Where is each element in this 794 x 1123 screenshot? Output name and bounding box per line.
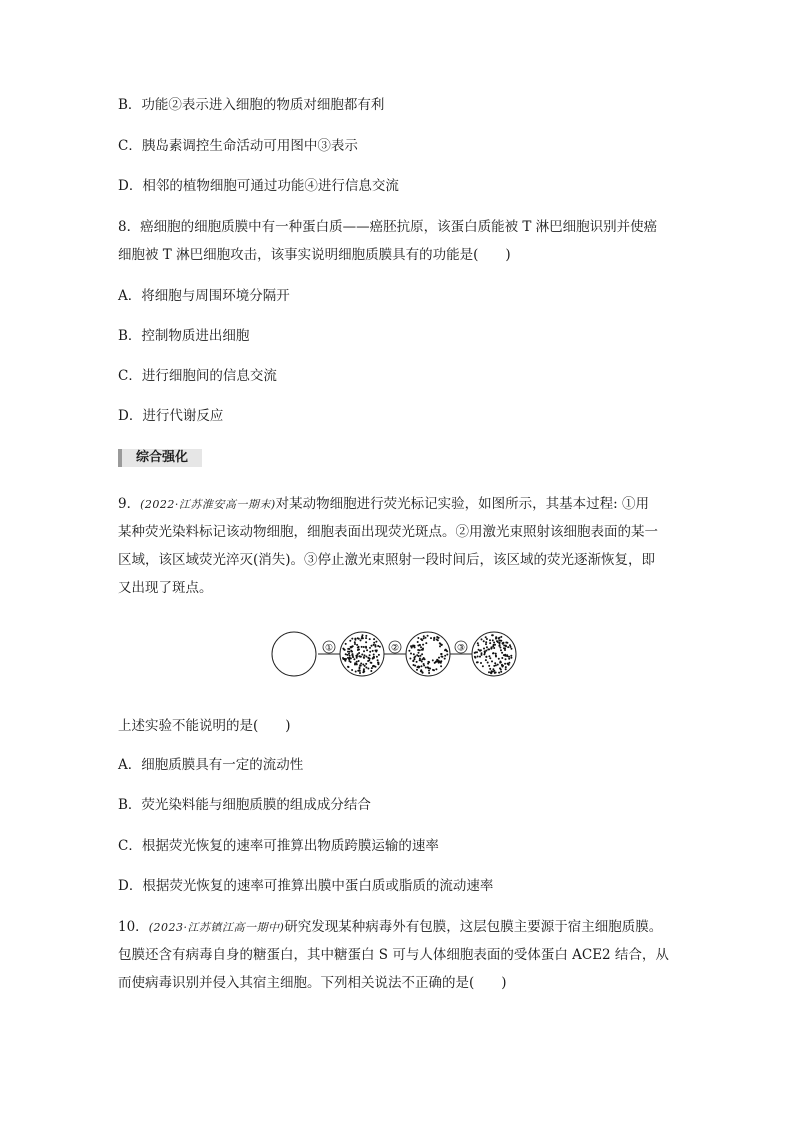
fluorescent-spot xyxy=(500,636,502,638)
fluorescent-spot xyxy=(476,661,478,663)
fluorescent-spot xyxy=(363,668,365,670)
fluorescent-spot xyxy=(494,672,496,674)
fluorescent-spot xyxy=(370,662,372,664)
fluorescent-spot xyxy=(441,644,443,646)
q9-stem-line-3: 区域，该区域荧光淬灭(消失)。③停止激光束照射一段时间后，该区域的荧光逐渐恢复，即 xyxy=(118,552,656,568)
fluorescent-spot xyxy=(435,661,437,663)
fluorescent-spot xyxy=(421,661,423,663)
fluorescent-spot xyxy=(492,639,494,641)
fluorescent-spot xyxy=(370,670,372,672)
fluorescent-spot xyxy=(505,645,507,647)
fluorescent-spot xyxy=(481,654,483,656)
q9-stem-line-1 xyxy=(118,495,649,514)
fluorescent-spot xyxy=(354,641,356,643)
q8-stem-line-1: 8．癌细胞的细胞质膜中有一种蛋白质——癌胚抗原，该蛋白质能被 T 淋巴细胞识别并使癌 xyxy=(118,219,658,235)
fluorescent-spot xyxy=(504,663,506,665)
fluorescent-spot xyxy=(433,639,435,641)
fluorescent-spot xyxy=(422,648,424,650)
fluorescent-spot xyxy=(479,650,481,652)
q10-stem-line-1 xyxy=(118,918,662,937)
fluorescent-spot xyxy=(369,651,371,653)
fluorescent-spot xyxy=(419,644,421,646)
fluorescent-spot xyxy=(373,656,375,658)
fluorescent-spot xyxy=(441,656,443,658)
fluorescent-spot xyxy=(364,654,366,656)
fluorescent-spot xyxy=(425,642,427,644)
fluorescent-spot xyxy=(417,637,419,639)
fluorescent-spot xyxy=(358,655,360,657)
fluorescent-spot xyxy=(372,665,374,667)
fluorescent-spot xyxy=(408,650,410,652)
q10-stem-line-1-text: 研究发现某种病毒外有包膜，这层包膜主要源于宿主细胞质膜。 xyxy=(284,919,663,935)
fluorescent-spot xyxy=(377,663,379,665)
fluorescent-spot xyxy=(433,669,435,671)
fluorescent-spot xyxy=(376,649,378,651)
fluorescent-spot xyxy=(355,671,357,673)
fluorescent-spot xyxy=(495,653,497,655)
fluorescent-spot xyxy=(358,646,360,648)
fluorescent-spot xyxy=(485,656,487,658)
fluorescent-spot xyxy=(493,647,495,649)
fluorescent-spot xyxy=(508,658,510,660)
fluorescent-spot xyxy=(444,658,446,660)
fluorescent-spot xyxy=(510,655,512,657)
fluorescent-spot xyxy=(491,660,493,662)
cell-unlabeled xyxy=(272,632,316,676)
q10-number: 10． xyxy=(118,919,149,935)
fluorescent-spot xyxy=(481,638,483,640)
fluorescent-spot xyxy=(477,644,479,646)
fluorescent-spot xyxy=(490,672,492,674)
fluorescent-spot xyxy=(498,672,500,674)
fluorescent-spot xyxy=(359,664,361,666)
fluorescent-spot xyxy=(483,648,485,650)
fluorescent-spot xyxy=(351,669,353,671)
fluorescent-spot xyxy=(427,661,429,663)
fluorescent-spot xyxy=(422,672,424,674)
fluorescent-spot xyxy=(377,645,379,647)
q8-stem-line-2: 细胞被 T 淋巴细胞攻击，该事实说明细胞质膜具有的功能是( ) xyxy=(118,247,511,263)
fluorescent-spot xyxy=(498,637,500,639)
fluorescent-spot xyxy=(482,665,484,667)
step-label-1: ① xyxy=(324,643,334,654)
fluorescent-spot xyxy=(365,635,367,637)
fluorescent-spot xyxy=(348,653,350,655)
fluorescent-spot xyxy=(348,666,350,668)
fluorescent-spot xyxy=(354,643,356,645)
fluorescent-spot xyxy=(377,662,379,664)
fluorescent-spot xyxy=(487,648,489,650)
q9-option-c: C．根据荧光恢复的速率可推算出物质跨膜运输的速率 xyxy=(118,838,439,854)
fluorescent-spot xyxy=(375,646,377,648)
fluorescent-spot xyxy=(489,642,491,644)
fluorescent-spot xyxy=(505,666,507,668)
fluorescent-spot xyxy=(350,661,352,663)
fluorescent-spot xyxy=(367,668,369,670)
fluorescent-spot xyxy=(444,655,446,657)
fluorescent-spot xyxy=(493,642,495,644)
fluorescent-spot xyxy=(477,656,479,658)
fluorescent-spot xyxy=(477,642,479,644)
fluorescent-spot xyxy=(366,649,368,651)
fluorescent-spot xyxy=(353,658,355,660)
fluorescent-spot xyxy=(359,670,361,672)
fluorescent-spot xyxy=(425,667,427,669)
fluorescent-spot xyxy=(369,654,371,656)
fluorescent-spot xyxy=(421,653,423,655)
fluorescent-spot xyxy=(350,657,352,659)
fluorescence-experiment-figure xyxy=(270,624,524,684)
fluorescent-spot xyxy=(500,649,502,651)
fluorescent-spot xyxy=(421,639,423,641)
fluorescent-spot xyxy=(484,651,486,653)
fluorescent-spot xyxy=(361,646,363,648)
fluorescent-spot xyxy=(412,660,414,662)
fluorescent-spot xyxy=(503,647,505,649)
fluorescent-spot xyxy=(446,654,448,656)
fluorescent-spot xyxy=(487,662,489,664)
fluorescent-spot xyxy=(488,665,490,667)
fluorescent-spot xyxy=(357,653,359,655)
fluorescent-spot xyxy=(504,654,506,656)
q9-option-d: D．根据荧光恢复的速率可推算出膜中蛋白质或脂质的流动速率 xyxy=(118,878,494,894)
fluorescent-spot xyxy=(491,647,493,649)
fluorescent-spot xyxy=(479,656,481,658)
fluorescent-spot xyxy=(347,651,349,653)
q8-option-d: D．进行代谢反应 xyxy=(118,408,224,424)
fluorescent-spot xyxy=(412,645,414,647)
fluorescent-spot xyxy=(510,657,512,659)
step-label-2: ② xyxy=(390,643,400,654)
fluorescent-spot xyxy=(363,656,365,658)
fluorescent-spot xyxy=(499,662,501,664)
fluorescent-spot xyxy=(347,657,349,659)
fluorescent-spot xyxy=(427,667,429,669)
q7-option-b: B．功能②表示进入细胞的物质对细胞都有利 xyxy=(118,97,385,113)
fluorescent-spot xyxy=(485,643,487,645)
fluorescent-spot xyxy=(365,667,367,669)
fluorescent-spot xyxy=(367,660,369,662)
fluorescent-spot xyxy=(489,639,491,641)
fluorescent-spot xyxy=(440,665,442,667)
fluorescent-spot xyxy=(363,650,365,652)
fluorescent-spot xyxy=(433,637,435,639)
fluorescent-spot xyxy=(356,644,358,646)
fluorescent-spot xyxy=(495,664,497,666)
fluorescent-spot xyxy=(489,657,491,659)
fluorescent-spot xyxy=(371,667,373,669)
fluorescent-spot xyxy=(375,666,377,668)
fluorescent-spot xyxy=(365,663,367,665)
fluorescent-spot xyxy=(438,657,440,659)
fluorescent-spot xyxy=(486,646,488,648)
fluorescent-spot xyxy=(424,658,426,660)
fluorescent-spot xyxy=(428,670,430,672)
fluorescent-spot xyxy=(373,654,375,656)
fluorescent-spot xyxy=(511,648,513,650)
fluorescent-spot xyxy=(505,658,507,660)
q7-option-c: C．胰岛素调控生命活动可用图中③表示 xyxy=(118,138,358,154)
fluorescent-spot xyxy=(446,650,448,652)
fluorescent-spot xyxy=(345,653,347,655)
fluorescent-spot xyxy=(507,646,509,648)
fluorescent-spot xyxy=(351,651,353,653)
fluorescent-spot xyxy=(372,650,374,652)
fluorescent-spot xyxy=(342,657,344,659)
fluorescent-spot xyxy=(493,644,495,646)
fluorescent-spot xyxy=(413,653,415,655)
fluorescent-spot xyxy=(491,670,493,672)
fluorescent-spot xyxy=(362,634,364,636)
fluorescent-spot xyxy=(355,663,357,665)
fluorescent-spot xyxy=(495,636,497,638)
fluorescent-spot xyxy=(425,637,427,639)
fluorescent-spot xyxy=(359,672,361,674)
q9-number: 9． xyxy=(118,496,141,512)
fluorescent-spot xyxy=(432,659,434,661)
fluorescent-spot xyxy=(485,636,487,638)
fluorescent-spot xyxy=(486,638,488,640)
fluorescent-spot xyxy=(496,640,498,642)
fluorescent-spot xyxy=(347,648,349,650)
fluorescent-spot xyxy=(361,654,363,656)
fluorescent-spot xyxy=(371,645,373,647)
fluorescent-spot xyxy=(354,638,356,640)
fluorescent-spot xyxy=(497,664,499,666)
fluorescent-spot xyxy=(506,654,508,656)
fluorescent-spot xyxy=(357,649,359,651)
fluorescent-spot xyxy=(501,652,503,654)
fluorescent-spot xyxy=(352,645,354,647)
fluorescent-spot xyxy=(363,646,365,648)
q8-option-c: C．进行细胞间的信息交流 xyxy=(118,368,277,384)
fluorescent-spot xyxy=(360,663,362,665)
fluorescent-spot xyxy=(375,641,377,643)
fluorescent-spot xyxy=(418,652,420,654)
fluorescent-spot xyxy=(365,637,367,639)
q9-stem-line-1-text: 对某动物细胞进行荧光标记实验，如图所示，其基本过程: ①用 xyxy=(275,496,650,512)
fluorescent-spot xyxy=(423,637,425,639)
fluorescent-spot xyxy=(495,655,497,657)
fluorescent-spot xyxy=(410,653,412,655)
fluorescent-spot xyxy=(508,656,510,658)
fluorescent-spot xyxy=(367,657,369,659)
q7-option-d: D．相邻的植物细胞可通过功能④进行信息交流 xyxy=(118,178,399,194)
fluorescent-spot xyxy=(377,659,379,661)
q9-stem-line-4: 又出现了斑点。 xyxy=(118,580,213,596)
fluorescent-spot xyxy=(416,669,418,671)
fluorescent-spot xyxy=(499,667,501,669)
fluorescent-spot xyxy=(365,656,367,658)
q10-stem-line-2: 包膜还含有病毒自身的糖蛋白，其中糖蛋白 S 可与人体细胞表面的受体蛋白 ACE2 结合，从 xyxy=(118,947,669,963)
fluorescent-spot xyxy=(373,644,375,646)
fluorescent-spot xyxy=(423,635,425,637)
fluorescent-spot xyxy=(414,656,416,658)
q9-option-a: A．细胞质膜具有一定的流动性 xyxy=(118,757,304,773)
fluorescent-spot xyxy=(503,645,505,647)
fluorescent-spot xyxy=(417,641,419,643)
fluorescent-spot xyxy=(492,652,494,654)
fluorescent-spot xyxy=(498,639,500,641)
fluorescent-spot xyxy=(349,655,351,657)
fluorescent-spot xyxy=(474,652,476,654)
fluorescent-spot xyxy=(500,671,502,673)
fluorescent-spot xyxy=(378,654,380,656)
fluorescent-spot xyxy=(428,672,430,674)
fluorescent-spot xyxy=(422,644,424,646)
fluorescent-spot xyxy=(356,661,358,663)
fluorescent-spot xyxy=(369,647,371,649)
fluorescent-spot xyxy=(436,639,438,641)
fluorescent-spot xyxy=(420,670,422,672)
fluorescent-spot xyxy=(413,664,415,666)
fluorescent-spot xyxy=(474,656,476,658)
fluorescent-spot xyxy=(365,641,367,643)
fluorescent-spot xyxy=(344,659,346,661)
fluorescent-spot xyxy=(480,662,482,664)
fluorescent-spot xyxy=(488,671,490,673)
fluorescent-spot xyxy=(414,658,416,660)
cell-bleached xyxy=(406,632,450,676)
fluorescent-spot xyxy=(362,664,364,666)
fluorescent-spot xyxy=(342,648,344,650)
fluorescent-spot xyxy=(498,645,500,647)
fluorescent-spot xyxy=(489,668,491,670)
q9-source: (2022·江苏淮安高一期末) xyxy=(140,498,276,511)
fluorescent-spot xyxy=(510,646,512,648)
fluorescent-spot xyxy=(435,668,437,670)
fluorescent-spot xyxy=(358,660,360,662)
q9-stem-line-2: 某种荧光染料标记该动物细胞，细胞表面出现荧光斑点。②用激光束照射该细胞表面的某一 xyxy=(118,524,658,540)
q8-option-a: A．将细胞与周围环境分隔开 xyxy=(118,288,290,304)
fluorescent-spot xyxy=(494,662,496,664)
fluorescent-spot xyxy=(439,645,441,647)
fluorescent-spot xyxy=(440,662,442,664)
fluorescent-spot xyxy=(416,661,418,663)
fluorescent-spot xyxy=(369,638,371,640)
fluorescent-spot xyxy=(505,668,507,670)
fluorescent-spot xyxy=(417,666,419,668)
fluorescent-spot xyxy=(421,665,423,667)
fluorescent-spot xyxy=(360,639,362,641)
fluorescent-spot xyxy=(419,658,421,660)
fluorescent-spot xyxy=(351,638,353,640)
q9-option-b: B．荧光染料能与细胞质膜的组成成分结合 xyxy=(118,797,371,813)
fluorescent-spot xyxy=(365,646,367,648)
fluorescent-spot xyxy=(420,655,422,657)
section-title: 综合强化 xyxy=(118,449,202,467)
fluorescent-spot xyxy=(488,655,490,657)
fluorescent-spot xyxy=(439,642,441,644)
fluorescent-spot xyxy=(430,637,432,639)
fluorescent-spot xyxy=(505,642,507,644)
fluorescent-spot xyxy=(492,634,494,636)
fluorescent-spot xyxy=(376,656,378,658)
step-label-3: ③ xyxy=(456,643,466,654)
fluorescent-spot xyxy=(485,641,487,643)
fluorescent-spot xyxy=(427,635,429,637)
fluorescent-spot xyxy=(417,649,419,651)
fluorescent-spot xyxy=(356,655,358,657)
fluorescent-spot xyxy=(351,654,353,656)
fluorescent-spot xyxy=(502,643,504,645)
fluorescent-spot xyxy=(422,658,424,660)
fluorescent-spot xyxy=(429,668,431,670)
q10-stem-line-3: 而使病毒识别并侵入其宿主细胞。下列相关说法不正确的是( ) xyxy=(118,975,507,991)
fluorescent-spot xyxy=(508,664,510,666)
fluorescent-spot xyxy=(349,640,351,642)
fluorescent-spot xyxy=(345,643,347,645)
fluorescent-spot xyxy=(418,655,420,657)
q8-option-b: B．控制物质进出细胞 xyxy=(118,328,250,344)
fluorescent-spot xyxy=(373,638,375,640)
fluorescent-spot xyxy=(358,638,360,640)
fluorescent-spot xyxy=(501,657,503,659)
fluorescent-spot xyxy=(483,640,485,642)
q10-source: (2023·江苏镇江高一期中) xyxy=(148,921,285,934)
fluorescent-spot xyxy=(485,659,487,661)
fluorescent-spot xyxy=(420,646,422,648)
fluorescent-spot xyxy=(423,663,425,665)
fluorescent-spot xyxy=(373,642,375,644)
fluorescent-spot xyxy=(437,637,439,639)
fluorescent-spot xyxy=(409,658,411,660)
fluorescent-spot xyxy=(498,642,500,644)
fluorescent-spot xyxy=(440,653,442,655)
fluorescent-spot xyxy=(501,666,503,668)
fluorescent-spot xyxy=(498,658,500,660)
q9-question: 上述实验不能说明的是( ) xyxy=(118,718,291,734)
fluorescent-spot xyxy=(359,668,361,670)
